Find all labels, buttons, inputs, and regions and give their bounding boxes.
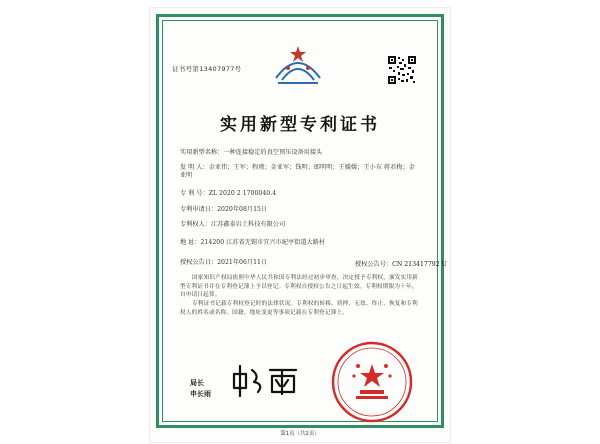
announcement-number-row [355,259,447,268]
grant-date-row [180,259,267,267]
inventors-value: 金亚伟；王军；程瑾；金亚军；钱明；郎明明；王媛媛；王小东 蒋君梅；金亚明 [180,164,415,180]
announcement-number-label: 授权公告号： [355,261,393,268]
legal-status-paragraph: 专利证书记载专利权登记时的法律状况。专利权的转移、质押、无效、终止、恢复和专利权人的姓名或名称、国籍、地址变更等事项记载在专利登记簿上。 [180,301,418,316]
filing-date-value: 2020年08月15日 [217,206,268,213]
patent-number-value: ZL 2020 2 1700040.4 [208,190,277,197]
cnipa-emblem-icon [268,40,328,88]
serial-number: 证书号第13407977号 [172,65,242,73]
patentee-label: 专利权人： [180,221,211,228]
page-footer: 第1页（共2页） [280,431,320,437]
certificate-sheet [150,8,450,442]
filing-date-row [180,206,267,214]
filing-date-label: 专利申请日： [180,206,218,213]
address-label: 地 址： [180,239,201,246]
inventors-row [180,164,415,180]
announcement-number-value: CN 213417792 U [392,261,447,268]
utility-model-name-row [180,149,322,157]
address-row [180,239,325,247]
patent-number-row [180,190,276,198]
signer-title: 局长 [190,379,204,387]
grant-paragraph: 国家知识产权局依照中华人民共和国专利法经过初步审查，决定授予专利权，颁发实用新型专利证书并在专利登记簿上予以登记。专利权自授权公告之日起生效。专利权期限为十年，自申请日起算。 [180,275,418,299]
address-value: 214200 江苏省无锡市宜兴市屺亭街道大路村 [200,239,326,246]
name-label: 实用新型名称： [180,149,224,156]
patentee-value: 江苏鑫泰岩土科技有限公司 [210,221,286,228]
qr-code-icon [388,56,416,84]
certificate-title: 实用新型专利证书 [220,115,380,135]
grant-date-value: 2021年06月11日 [217,259,268,266]
signer-name: 申长雨 [190,390,211,398]
official-seal-icon [330,340,414,424]
patent-number-label: 专 利 号： [180,190,209,197]
name-value: 一种连接稳定的真空预压设备用接头 [223,149,323,156]
handwritten-signature-icon [230,362,300,398]
grant-date-label: 授权公告日： [180,259,218,266]
inventors-label: 发 明 人： [180,164,209,171]
patentee-row [180,221,285,229]
